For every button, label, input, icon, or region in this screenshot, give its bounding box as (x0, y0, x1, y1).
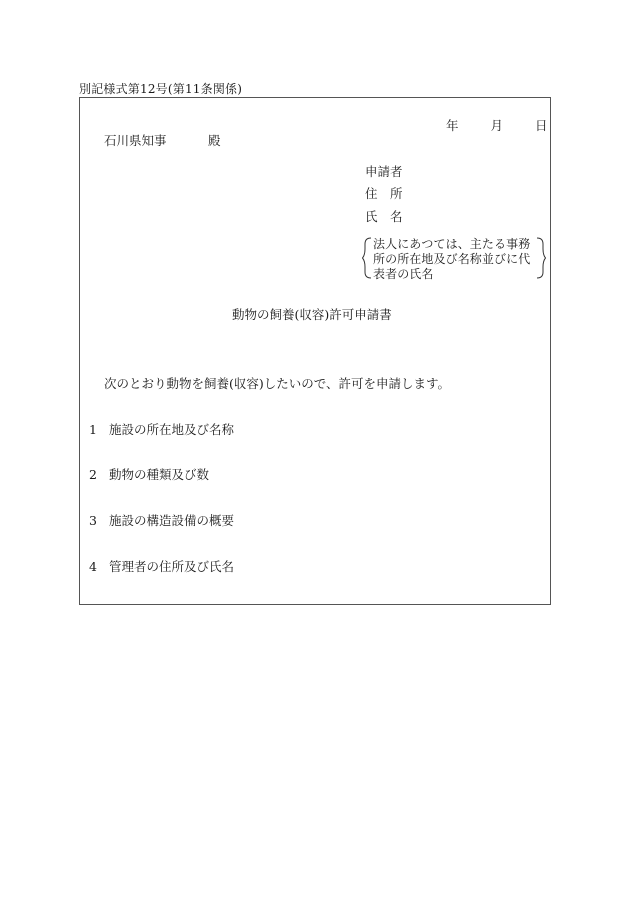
item-number: 4 (89, 559, 97, 574)
addressee: 石川県知事 (104, 133, 167, 148)
form-number-label: 別記様式第12号(第11条関係) (79, 82, 243, 96)
date-year-label: 年 (446, 118, 459, 133)
date-day-label: 日 (534, 118, 548, 133)
list-item-facility-structure (89, 511, 234, 529)
date-month-label: 月 (490, 118, 503, 133)
list-item-facility-location (89, 420, 234, 438)
item-number: 2 (89, 467, 97, 482)
date-row (446, 116, 547, 134)
address-label: 住 所 (365, 186, 403, 201)
item-label: 施設の構造設備の概要 (109, 513, 235, 528)
name-label: 氏 名 (365, 209, 403, 224)
item-number: 3 (89, 513, 97, 528)
corporate-note-bracket (362, 235, 546, 281)
applicant-label: 申請者 (365, 164, 403, 179)
item-label: 管理者の住所及び氏名 (109, 559, 235, 574)
corporate-note-text: 法人にあつては、主たる事務所の所在地及び名称並びに代表者の氏名 (373, 237, 531, 281)
list-item-animal-types (89, 465, 209, 483)
list-item-manager-info (89, 557, 234, 575)
document-title: 動物の飼養(収容)許可申請書 (232, 307, 392, 322)
item-number: 1 (89, 422, 97, 437)
honorific: 殿 (208, 133, 221, 148)
intro-text: 次のとおり動物を飼養(収容)したいので、許可を申請します。 (104, 376, 451, 391)
item-label: 動物の種類及び数 (109, 467, 210, 482)
item-label: 施設の所在地及び名称 (109, 422, 235, 437)
